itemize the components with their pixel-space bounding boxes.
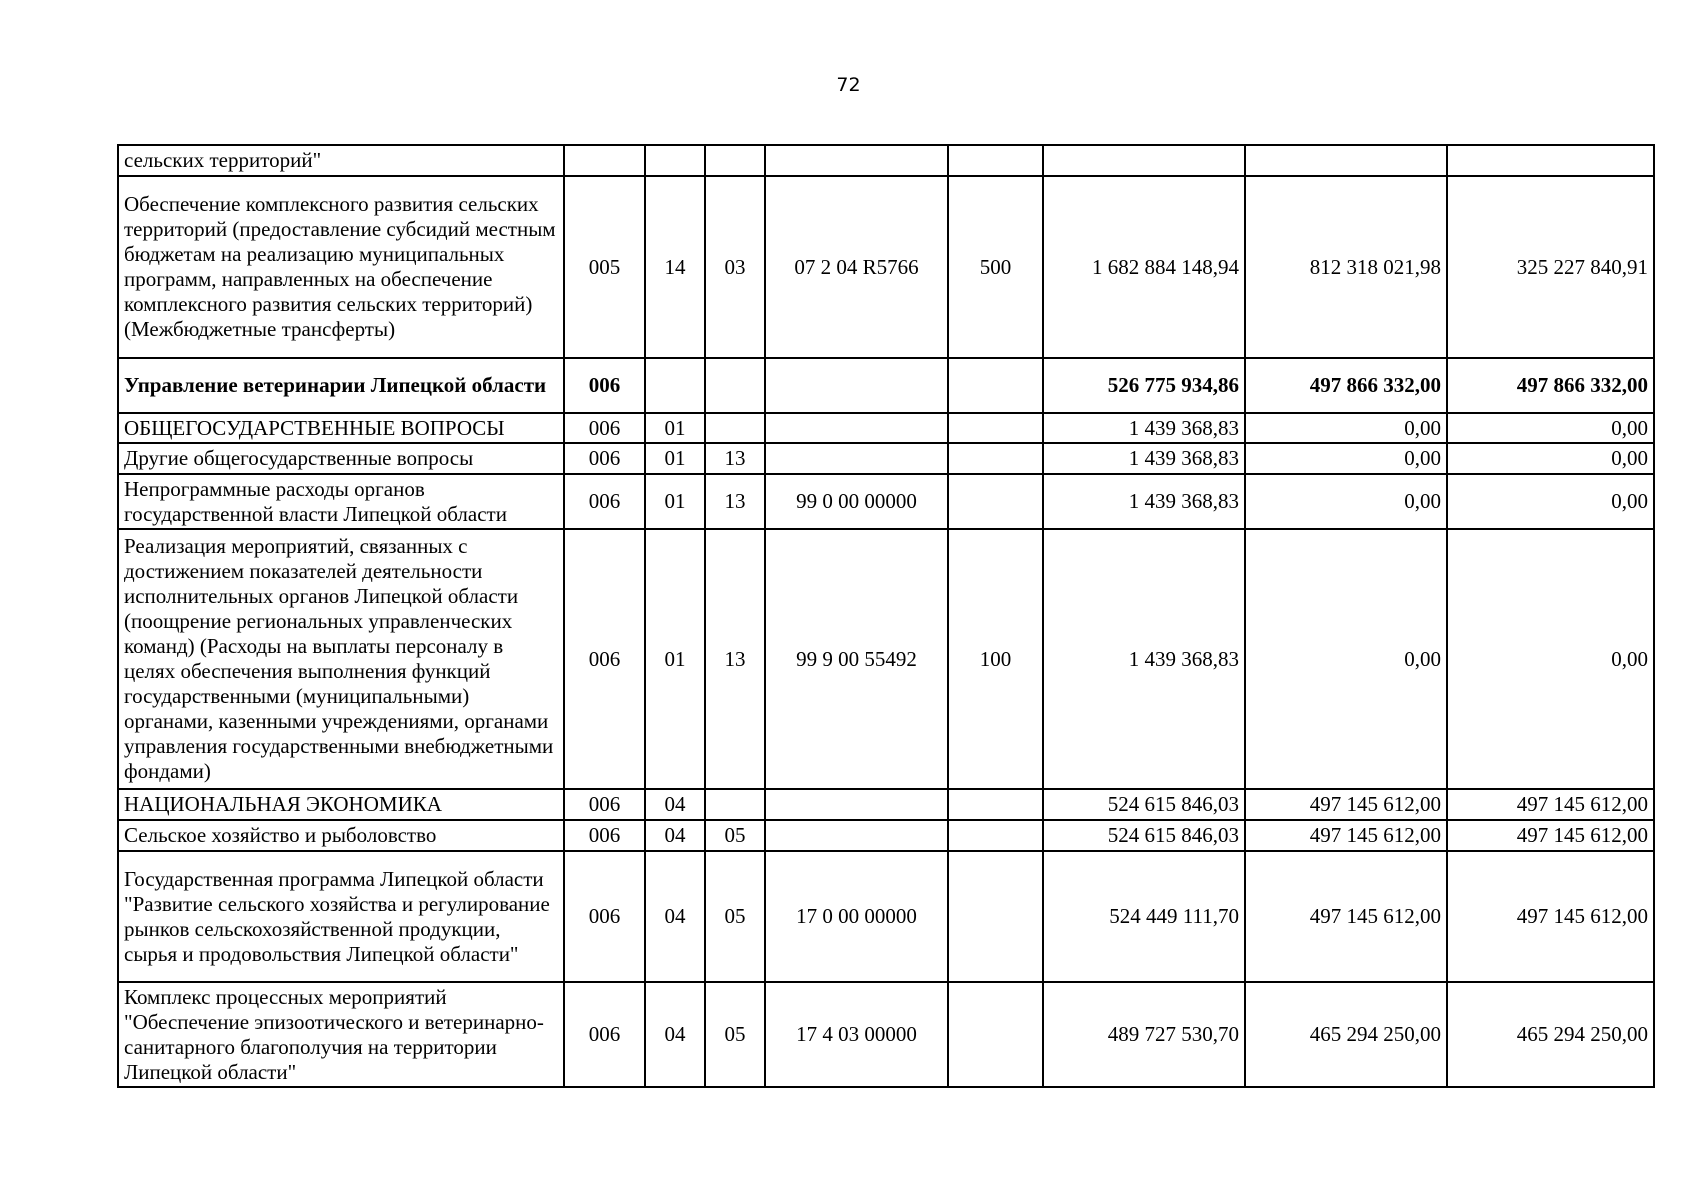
target-article-code [765, 820, 948, 851]
sum-year-2: 497 145 612,00 [1245, 789, 1447, 820]
vedomstvo-code: 006 [564, 443, 645, 474]
row-name: Другие общегосударственные вопросы [118, 443, 564, 474]
podrazdel-code [705, 413, 765, 443]
vedomstvo-code: 006 [564, 851, 645, 982]
podrazdel-code: 05 [705, 851, 765, 982]
podrazdel-code: 05 [705, 982, 765, 1087]
razdel-code: 01 [645, 474, 705, 529]
table-row [118, 851, 1654, 982]
sum-year-1: 526 775 934,86 [1043, 358, 1245, 413]
target-article-code [765, 145, 948, 176]
razdel-code: 01 [645, 529, 705, 789]
sum-year-3: 497 866 332,00 [1447, 358, 1654, 413]
vedomstvo-code: 006 [564, 820, 645, 851]
sum-year-3: 0,00 [1447, 474, 1654, 529]
sum-year-1: 1 439 368,83 [1043, 443, 1245, 474]
podrazdel-code: 05 [705, 820, 765, 851]
razdel-code [645, 358, 705, 413]
sum-year-3: 497 145 612,00 [1447, 820, 1654, 851]
row-name: Сельское хозяйство и рыболовство [118, 820, 564, 851]
razdel-code: 04 [645, 851, 705, 982]
expense-type-code [948, 358, 1043, 413]
expense-type-code: 100 [948, 529, 1043, 789]
table-row [118, 145, 1654, 176]
sum-year-1: 1 439 368,83 [1043, 474, 1245, 529]
table-row [118, 474, 1654, 529]
razdel-code: 04 [645, 789, 705, 820]
razdel-code: 04 [645, 982, 705, 1087]
row-name: Комплекс процессных мероприятий "Обеспечение эпизоотического и ветеринарно-санитарного благополучия на территории Липецкой области" [118, 982, 564, 1087]
vedomstvo-code: 006 [564, 529, 645, 789]
table-row [118, 789, 1654, 820]
vedomstvo-code: 006 [564, 982, 645, 1087]
sum-year-3: 0,00 [1447, 443, 1654, 474]
row-name: Непрограммные расходы органов государственной власти Липецкой области [118, 474, 564, 529]
sum-year-2: 497 866 332,00 [1245, 358, 1447, 413]
sum-year-1: 524 615 846,03 [1043, 820, 1245, 851]
podrazdel-code: 13 [705, 529, 765, 789]
row-name: Управление ветеринарии Липецкой области [118, 358, 564, 413]
expense-type-code [948, 474, 1043, 529]
podrazdel-code: 13 [705, 443, 765, 474]
row-name: Государственная программа Липецкой области "Развитие сельского хозяйства и регулирование рынков сельскохозяйственной продукции, сырья и продовольствия Липецкой области" [118, 851, 564, 982]
sum-year-3: 325 227 840,91 [1447, 176, 1654, 358]
sum-year-1: 1 439 368,83 [1043, 413, 1245, 443]
expense-type-code [948, 789, 1043, 820]
table-row [118, 443, 1654, 474]
row-name: Обеспечение комплексного развития сельских территорий (предоставление субсидий местным бюджетам на реализацию муниципальных программ, направленных на обеспечение комплексного развития сельских территорий) (Межбюджетные трансферты) [118, 176, 564, 358]
budget-table [117, 144, 1655, 1088]
sum-year-3: 465 294 250,00 [1447, 982, 1654, 1087]
row-name: Реализация мероприятий, связанных с достижением показателей деятельности исполнительных органов Липецкой области (поощрение региональных управленческих команд) (Расходы на выплаты персоналу в целях обеспечения выполнения функций государственными (муниципальными) органами, казенными учреждениями, органами управления государственными внебюджетными фондами) [118, 529, 564, 789]
sum-year-2: 0,00 [1245, 474, 1447, 529]
table-row [118, 358, 1654, 413]
sum-year-1: 524 615 846,03 [1043, 789, 1245, 820]
podrazdel-code: 13 [705, 474, 765, 529]
razdel-code: 14 [645, 176, 705, 358]
sum-year-1: 1 682 884 148,94 [1043, 176, 1245, 358]
sum-year-3: 497 145 612,00 [1447, 789, 1654, 820]
expense-type-code [948, 413, 1043, 443]
razdel-code: 01 [645, 413, 705, 443]
sum-year-1: 1 439 368,83 [1043, 529, 1245, 789]
podrazdel-code [705, 789, 765, 820]
expense-type-code [948, 982, 1043, 1087]
vedomstvo-code: 006 [564, 789, 645, 820]
sum-year-2: 0,00 [1245, 413, 1447, 443]
sum-year-2: 497 145 612,00 [1245, 820, 1447, 851]
sum-year-2 [1245, 145, 1447, 176]
sum-year-1 [1043, 145, 1245, 176]
target-article-code [765, 789, 948, 820]
podrazdel-code [705, 358, 765, 413]
expense-type-code [948, 145, 1043, 176]
sum-year-2: 497 145 612,00 [1245, 851, 1447, 982]
vedomstvo-code: 006 [564, 474, 645, 529]
razdel-code: 04 [645, 820, 705, 851]
sum-year-2: 0,00 [1245, 529, 1447, 789]
razdel-code: 01 [645, 443, 705, 474]
table-row [118, 176, 1654, 358]
sum-year-2: 465 294 250,00 [1245, 982, 1447, 1087]
expense-type-code: 500 [948, 176, 1043, 358]
sum-year-2: 812 318 021,98 [1245, 176, 1447, 358]
vedomstvo-code: 006 [564, 358, 645, 413]
sum-year-1: 489 727 530,70 [1043, 982, 1245, 1087]
sum-year-3: 0,00 [1447, 529, 1654, 789]
expense-type-code [948, 851, 1043, 982]
vedomstvo-code [564, 145, 645, 176]
podrazdel-code: 03 [705, 176, 765, 358]
sum-year-3 [1447, 145, 1654, 176]
expense-type-code [948, 820, 1043, 851]
row-name: НАЦИОНАЛЬНАЯ ЭКОНОМИКА [118, 789, 564, 820]
sum-year-3: 497 145 612,00 [1447, 851, 1654, 982]
row-name: сельских территорий" [118, 145, 564, 176]
table-row [118, 820, 1654, 851]
sum-year-2: 0,00 [1245, 443, 1447, 474]
sum-year-3: 0,00 [1447, 413, 1654, 443]
row-name: ОБЩЕГОСУДАРСТВЕННЫЕ ВОПРОСЫ [118, 413, 564, 443]
target-article-code: 99 9 00 55492 [765, 529, 948, 789]
vedomstvo-code: 006 [564, 413, 645, 443]
target-article-code [765, 358, 948, 413]
target-article-code: 07 2 04 R5766 [765, 176, 948, 358]
table-row [118, 982, 1654, 1087]
target-article-code [765, 443, 948, 474]
target-article-code: 17 0 00 00000 [765, 851, 948, 982]
expense-type-code [948, 443, 1043, 474]
target-article-code [765, 413, 948, 443]
podrazdel-code [705, 145, 765, 176]
target-article-code: 17 4 03 00000 [765, 982, 948, 1087]
page-number: 72 [836, 74, 861, 96]
sum-year-1: 524 449 111,70 [1043, 851, 1245, 982]
razdel-code [645, 145, 705, 176]
target-article-code: 99 0 00 00000 [765, 474, 948, 529]
table-row [118, 529, 1654, 789]
vedomstvo-code: 005 [564, 176, 645, 358]
table-row [118, 413, 1654, 443]
